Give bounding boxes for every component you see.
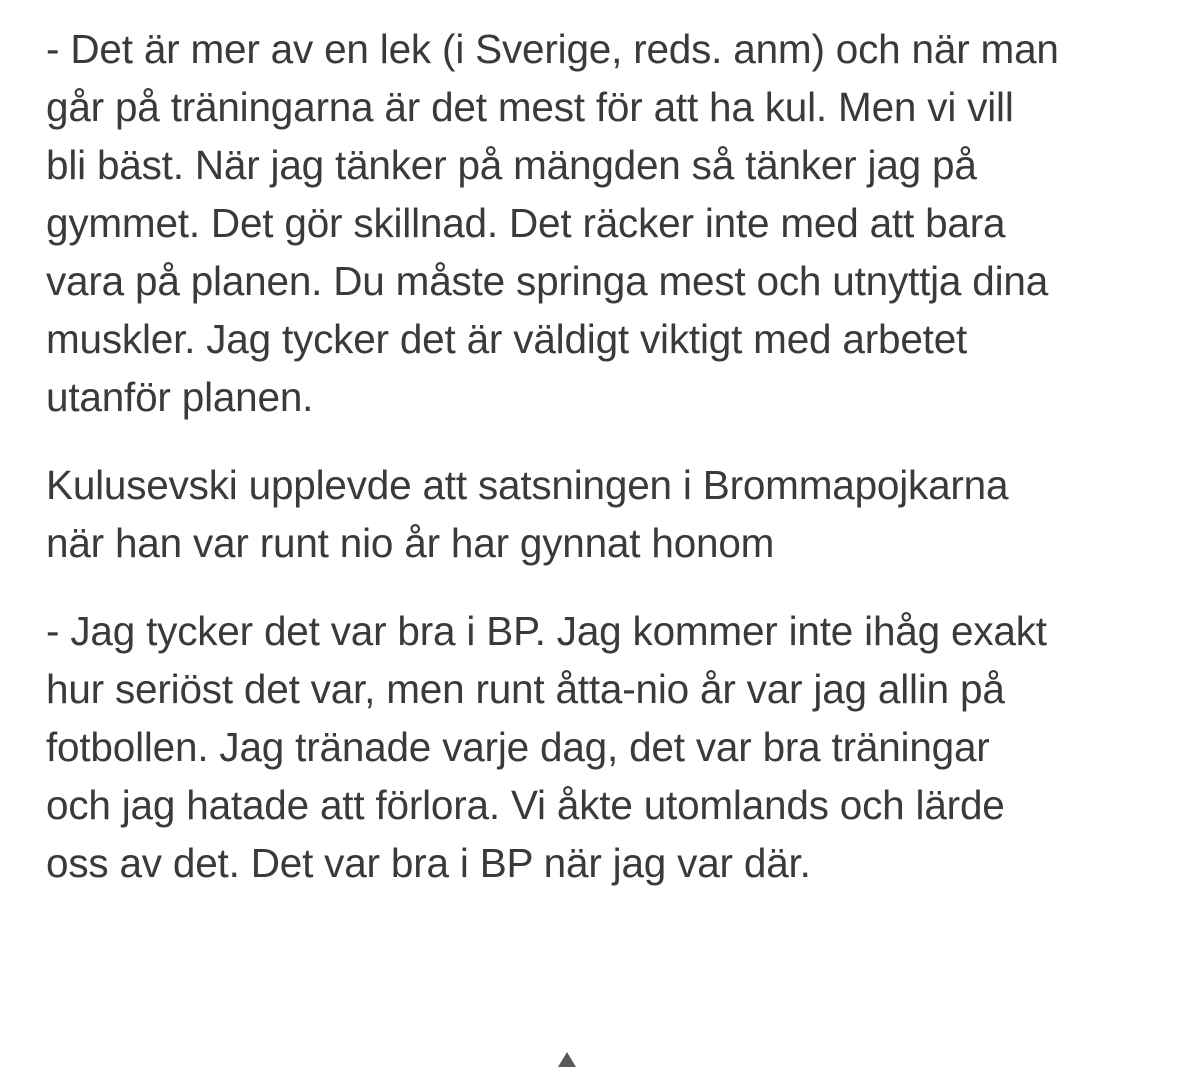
text-line: gymmet. Det gör skillnad. Det räcker inte med att bara: [46, 200, 1006, 246]
text-line: hur seriöst det var, men runt åtta-nio år var jag allin på: [46, 666, 1005, 712]
text-line: vara på planen. Du måste springa mest och utnyttja dina: [46, 258, 1049, 304]
text-line: när han var runt nio år har gynnat honom: [46, 520, 775, 566]
text-line: går på träningarna är det mest för att ha kul. Men vi vill: [46, 84, 1014, 130]
paragraph-quote-1: [46, 20, 1176, 426]
paragraph-narration: [46, 456, 1176, 572]
text-line: Kulusevski upplevde att satsningen i Brommapojkarna: [46, 462, 1009, 508]
caret-up-icon: [558, 1052, 576, 1067]
text-line: - Det är mer av en lek (i Sverige, reds. anm) och när man: [46, 26, 1059, 72]
paragraph-quote-2: [46, 602, 1176, 892]
text-line: muskler. Jag tycker det är väldigt viktigt med arbetet: [46, 316, 968, 362]
text-line: bli bäst. När jag tänker på mängden så tänker jag på: [46, 142, 977, 188]
article-body: [46, 20, 1176, 892]
text-line: fotbollen. Jag tränade varje dag, det var bra träningar: [46, 724, 990, 770]
text-line: utanför planen.: [46, 374, 314, 420]
text-line: oss av det. Det var bra i BP när jag var där.: [46, 840, 811, 886]
text-line: och jag hatade att förlora. Vi åkte utomlands och lärde: [46, 782, 1005, 828]
text-line: - Jag tycker det var bra i BP. Jag kommer inte ihåg exakt: [46, 608, 1047, 654]
